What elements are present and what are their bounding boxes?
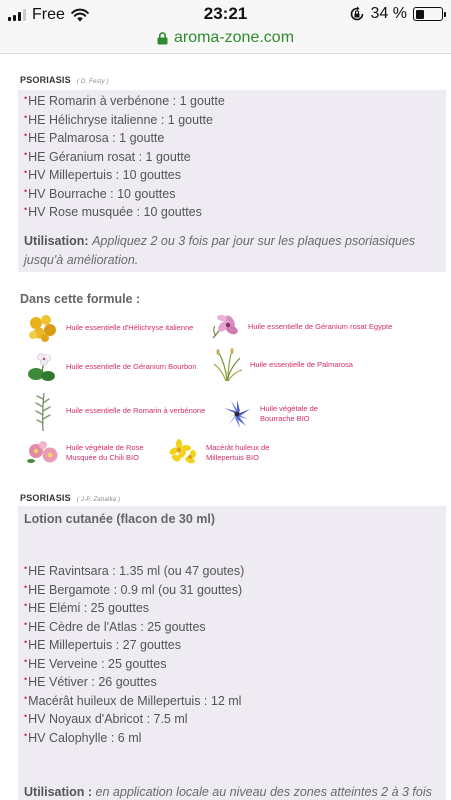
bullet-icon: • — [24, 563, 28, 573]
recipe2-title: PSORIASIS — [20, 493, 71, 503]
recipe-item: •HV Noyaux d'Abricot : 7.5 ml — [24, 711, 188, 726]
recipe-item: •HE Vétiver : 26 gouttes — [24, 674, 157, 689]
formula-title: Dans cette formule : — [20, 292, 141, 306]
recipe-item: •HV Rose musquée : 10 gouttes — [24, 204, 202, 219]
bullet-icon: • — [24, 111, 28, 122]
ingredient-label: Huile essentielle de Romarin à verbénone — [66, 406, 206, 415]
palmarosa-grass-icon — [210, 348, 244, 382]
bullet-icon: • — [24, 711, 28, 721]
battery-icon — [413, 7, 443, 21]
recipe-item: •HE Romarin à verbénone : 1 goutte — [24, 93, 225, 108]
ingredient-link-geranium-rosat[interactable] — [208, 310, 392, 344]
rosemary-sprig-icon — [26, 391, 60, 431]
url-text: aroma-zone.com — [173, 29, 295, 46]
recipe-item: •HE Hélichryse italienne : 1 goutte — [24, 111, 213, 127]
ingredient-label: Bourrache BIO — [260, 414, 310, 423]
recipe-item: •HE Cèdre de l'Atlas : 25 gouttes — [24, 618, 206, 634]
ingredient-link-geranium-bourbon[interactable] — [26, 350, 197, 384]
bullet-icon: • — [24, 130, 28, 140]
usage-text: en application locale au niveau des zones atteintes 2 à 3 fois — [95, 785, 432, 799]
recipe-item: •HE Millepertuis : 27 gouttes — [24, 637, 182, 652]
ingredient-label: Musquée du Chili BIO — [66, 453, 139, 462]
ingredient-label: Millepertuis BIO — [206, 453, 259, 462]
padlock-icon — [157, 32, 168, 45]
recipe2-heading — [20, 493, 120, 503]
recipe-item: •HV Calophylle : 6 ml — [24, 729, 142, 745]
battery-level — [416, 10, 424, 19]
recipe-item: •HE Géranium rosat : 1 goutte — [24, 148, 191, 164]
bullet-icon: • — [24, 729, 28, 740]
bullet-icon: • — [24, 148, 28, 159]
clock: 23:21 — [203, 4, 248, 23]
bullet-icon: • — [24, 674, 28, 684]
address-bar[interactable] — [0, 28, 451, 54]
recipe2-usage — [24, 783, 446, 800]
status-bar — [0, 0, 451, 28]
ingredient-label: Huile essentielle de Géranium Bourbon — [66, 362, 197, 371]
recipe2-box — [18, 506, 446, 800]
ingredient-link-helichryse[interactable] — [26, 311, 193, 345]
rotation-lock-icon — [349, 6, 365, 22]
recipe1-usage — [24, 232, 430, 270]
bullet-icon: • — [24, 581, 28, 592]
recipe1-box — [18, 90, 446, 272]
ingredient-link-rose-musquee[interactable] — [26, 436, 144, 470]
battery-percentage: 34 % — [370, 5, 407, 22]
geranium-bourbon-icon — [26, 350, 60, 384]
bullet-icon: • — [24, 93, 28, 103]
ingredient-label: Huile essentielle de Palmarosa — [250, 360, 353, 369]
bullet-icon: • — [24, 618, 28, 629]
bullet-icon: • — [24, 167, 28, 177]
usage-text-line1: Appliquez 2 ou 3 fois par jour sur les plaques psoriasiques — [92, 234, 416, 248]
geranium-pink-flower-icon — [208, 310, 242, 344]
bullet-icon: • — [24, 185, 28, 196]
usage-text-line2: jusqu'à amélioration. — [24, 253, 139, 267]
carrier-name: Free — [32, 6, 65, 23]
bullet-icon: • — [24, 600, 28, 610]
lotion-subtitle: Lotion cutanée (flacon de 30 ml) — [24, 512, 215, 526]
ingredient-link-millepertuis[interactable] — [166, 436, 269, 470]
recipe-item: •HV Millepertuis : 10 gouttes — [24, 167, 182, 182]
recipe-item: •HE Ravintsara : 1.35 ml (ou 47 goutes) — [24, 563, 245, 578]
recipe-item: •HE Palmarosa : 1 goutte — [24, 130, 165, 145]
usage-label: Utilisation : — [24, 785, 93, 799]
usage-label: Utilisation: — [24, 234, 89, 248]
page-content — [0, 54, 451, 800]
ingredient-label: Macérât huileux de — [206, 443, 270, 452]
recipe1-author: ( D. Festy ) — [76, 79, 109, 85]
ingredient-label: Huile végétale de Rose — [66, 443, 144, 452]
ingredient-link-bourrache[interactable] — [220, 397, 318, 431]
recipe1-heading — [20, 75, 109, 85]
borage-flower-icon — [220, 397, 254, 431]
st-johns-wort-icon — [166, 436, 200, 470]
recipe-item: •HV Bourrache : 10 gouttes — [24, 185, 176, 201]
bullet-icon: • — [24, 637, 28, 647]
bullet-icon: • — [24, 204, 28, 214]
recipe2-author: ( J-P. Zahalka ) — [76, 497, 121, 503]
ingredient-link-romarin[interactable] — [26, 391, 205, 431]
recipe-item: •HE Elémi : 25 gouttes — [24, 600, 150, 615]
recipe-item: •HE Bergamote : 0.9 ml (ou 31 gouttes) — [24, 581, 243, 597]
bullet-icon: • — [24, 692, 28, 703]
ingredient-link-palmarosa[interactable] — [210, 348, 353, 382]
ingredient-label: Huile essentielle de Géranium rosat Egypte — [248, 322, 393, 331]
recipe-item: •Macérât huileux de Millepertuis : 12 ml — [24, 692, 242, 708]
bullet-icon: • — [24, 655, 28, 666]
ingredient-label: Huile essentielle d'Hélichryse italienne — [66, 323, 194, 332]
battery-group — [349, 5, 443, 23]
rosehip-flower-icon — [26, 436, 60, 470]
helichrysum-flower-icon — [26, 311, 60, 345]
ingredient-label: Huile végétale de — [260, 404, 318, 413]
recipe-item: •HE Verveine : 25 gouttes — [24, 655, 167, 671]
recipe1-title: PSORIASIS — [20, 75, 71, 85]
